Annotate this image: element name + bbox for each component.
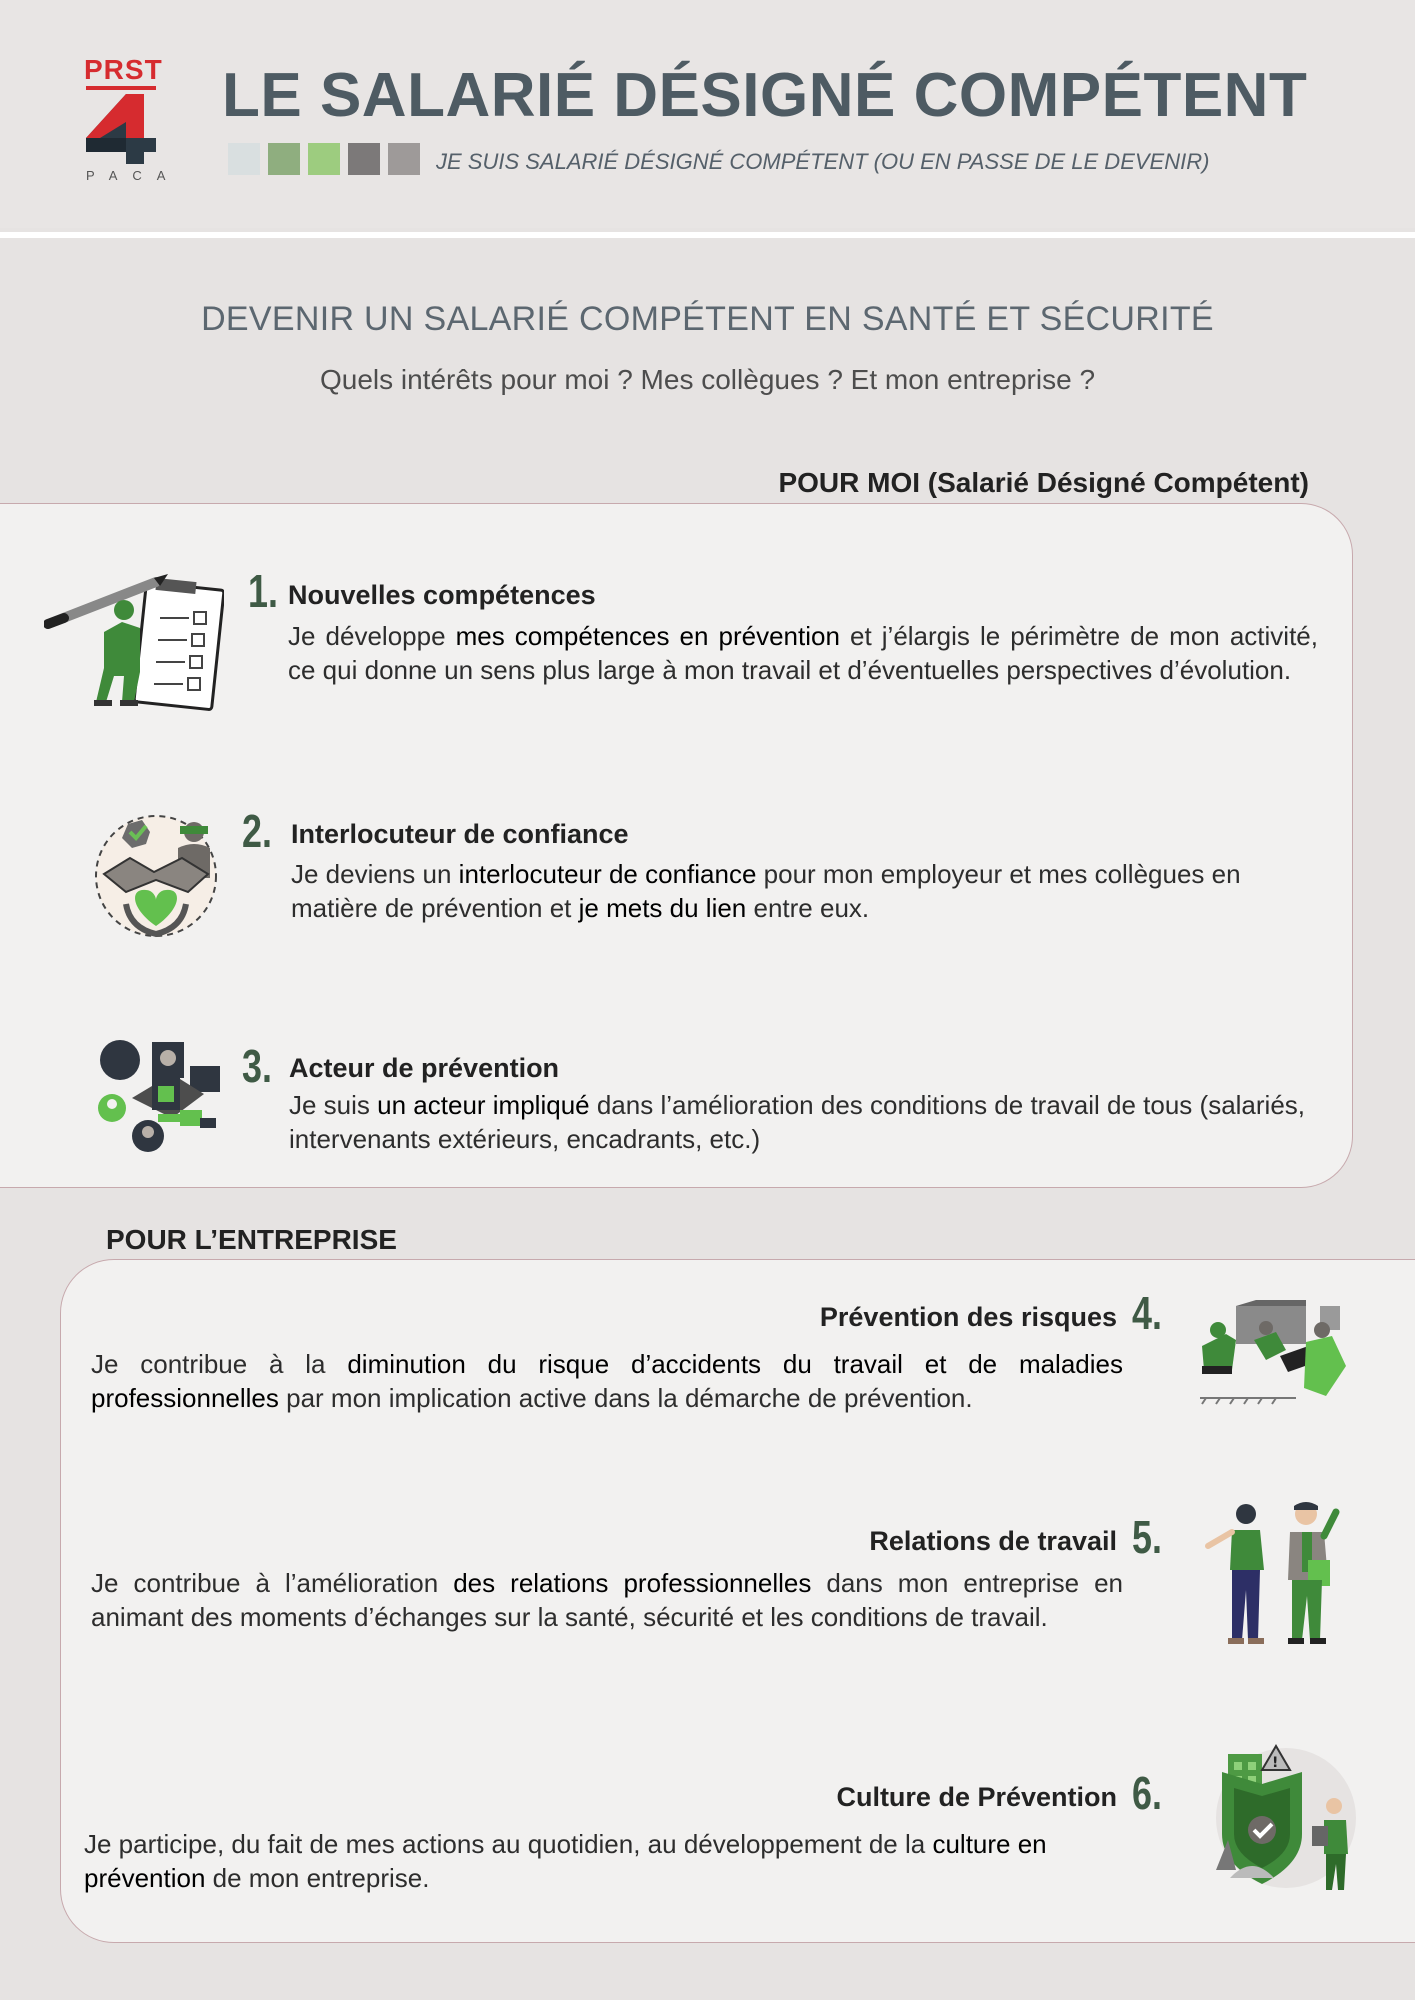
body-text: Je suis xyxy=(289,1090,378,1120)
item-title: Nouvelles compétences xyxy=(288,580,596,610)
body-text: pour mon employeur et mes collègues en matière de prévention et xyxy=(291,859,1241,923)
pour-moi-label: POUR MOI (Salarié Désigné Compétent) xyxy=(778,467,1309,498)
item-number: 1. xyxy=(248,565,278,617)
color-swatch xyxy=(268,143,300,175)
color-swatch xyxy=(388,143,420,175)
item-body xyxy=(291,857,1331,925)
item-title: Interlocuteur de confiance xyxy=(291,819,629,849)
logo-four-icon xyxy=(86,94,158,164)
svg-text:!: ! xyxy=(1272,1755,1279,1771)
item-body xyxy=(289,1088,1339,1156)
emphasis-text: des relations professionnelles xyxy=(453,1568,812,1598)
body-text: Je développe xyxy=(288,621,456,651)
item-number: 5. xyxy=(1132,1511,1162,1563)
logo-underline xyxy=(86,86,156,90)
item-number: 3. xyxy=(242,1040,272,1092)
emphasis-text: je mets du lien xyxy=(578,893,747,923)
page-subtitle: JE SUIS SALARIÉ DÉSIGNÉ COMPÉTENT (OU EN PASSE DE LE DEVENIR) xyxy=(436,149,1210,174)
logo-text-top: PRST xyxy=(84,54,163,85)
clipboard-checklist-icon xyxy=(44,572,224,712)
section-question: Quels intérêts pour moi ? Mes collègues ? Et mon entreprise ? xyxy=(319,364,1096,395)
construction-workers-icon xyxy=(1196,1300,1348,1406)
body-text: par mon implication active dans la démarche de prévention. xyxy=(278,1383,973,1413)
item-title: Culture de Prévention xyxy=(836,1782,1117,1812)
item-number: 4. xyxy=(1132,1287,1162,1339)
item-body xyxy=(91,1347,1123,1415)
logo-text-bottom: PACA xyxy=(86,168,181,183)
emphasis-text: diminution du risque d’accidents du travail et de maladies professionnelles xyxy=(91,1349,1123,1413)
pour-entreprise-label: POUR L’ENTREPRISE xyxy=(106,1224,397,1255)
color-swatches xyxy=(228,143,420,175)
item-number: 6. xyxy=(1132,1767,1162,1819)
two-people-talking-icon xyxy=(1202,1500,1350,1650)
handshake-heart-icon xyxy=(90,808,226,940)
item-body xyxy=(84,1827,1120,1895)
color-swatch xyxy=(308,143,340,175)
body-text: Je deviens un xyxy=(291,859,459,889)
prst-paca-logo xyxy=(82,54,181,186)
item-title: Acteur de prévention xyxy=(289,1053,560,1083)
header xyxy=(0,0,1415,228)
people-network-icon xyxy=(96,1038,226,1156)
emphasis-text: interlocuteur de confiance xyxy=(458,859,757,889)
safety-shield-icon xyxy=(1206,1744,1358,1894)
body-text: dans l’amélioration des conditions de travail de tous (salariés, intervenants extérieurs, encadrants, etc.) xyxy=(289,1090,1306,1154)
emphasis-text: mes compétences en prévention xyxy=(455,621,840,651)
emphasis-text: culture en prévention xyxy=(84,1829,1047,1893)
item-number: 2. xyxy=(242,805,272,857)
item-title: Prévention des risques xyxy=(819,1302,1117,1332)
body-text: et j’élargis le périmètre de mon activité, ce qui donne un sens plus large à mon travail et d’éventuelles perspectives d’évolution. xyxy=(288,621,1318,685)
item-body xyxy=(91,1566,1123,1634)
color-swatch xyxy=(228,143,260,175)
body-text: de mon entreprise. xyxy=(205,1863,430,1893)
item-body xyxy=(288,619,1318,687)
emphasis-text: un acteur impliqué xyxy=(377,1090,590,1120)
section-heading: DEVENIR UN SALARIÉ COMPÉTENT EN SANTÉ ET SÉCURITÉ xyxy=(201,300,1214,338)
color-swatch xyxy=(348,143,380,175)
page-title: LE SALARIÉ DÉSIGNÉ COMPÉTENT xyxy=(222,61,1308,130)
body-text: Je contribue à la xyxy=(91,1349,348,1379)
body-text: Je participe, du fait de mes actions au quotidien, au développement de la xyxy=(84,1829,933,1859)
body-text: dans mon entreprise en animant des moments d’échanges sur la santé, sécurité et les conditions de travail. xyxy=(91,1568,1123,1632)
item-title: Relations de travail xyxy=(869,1526,1117,1556)
body-text: entre eux. xyxy=(746,893,870,923)
header-divider xyxy=(0,232,1415,238)
body-text: Je contribue à l’amélioration xyxy=(91,1568,454,1598)
